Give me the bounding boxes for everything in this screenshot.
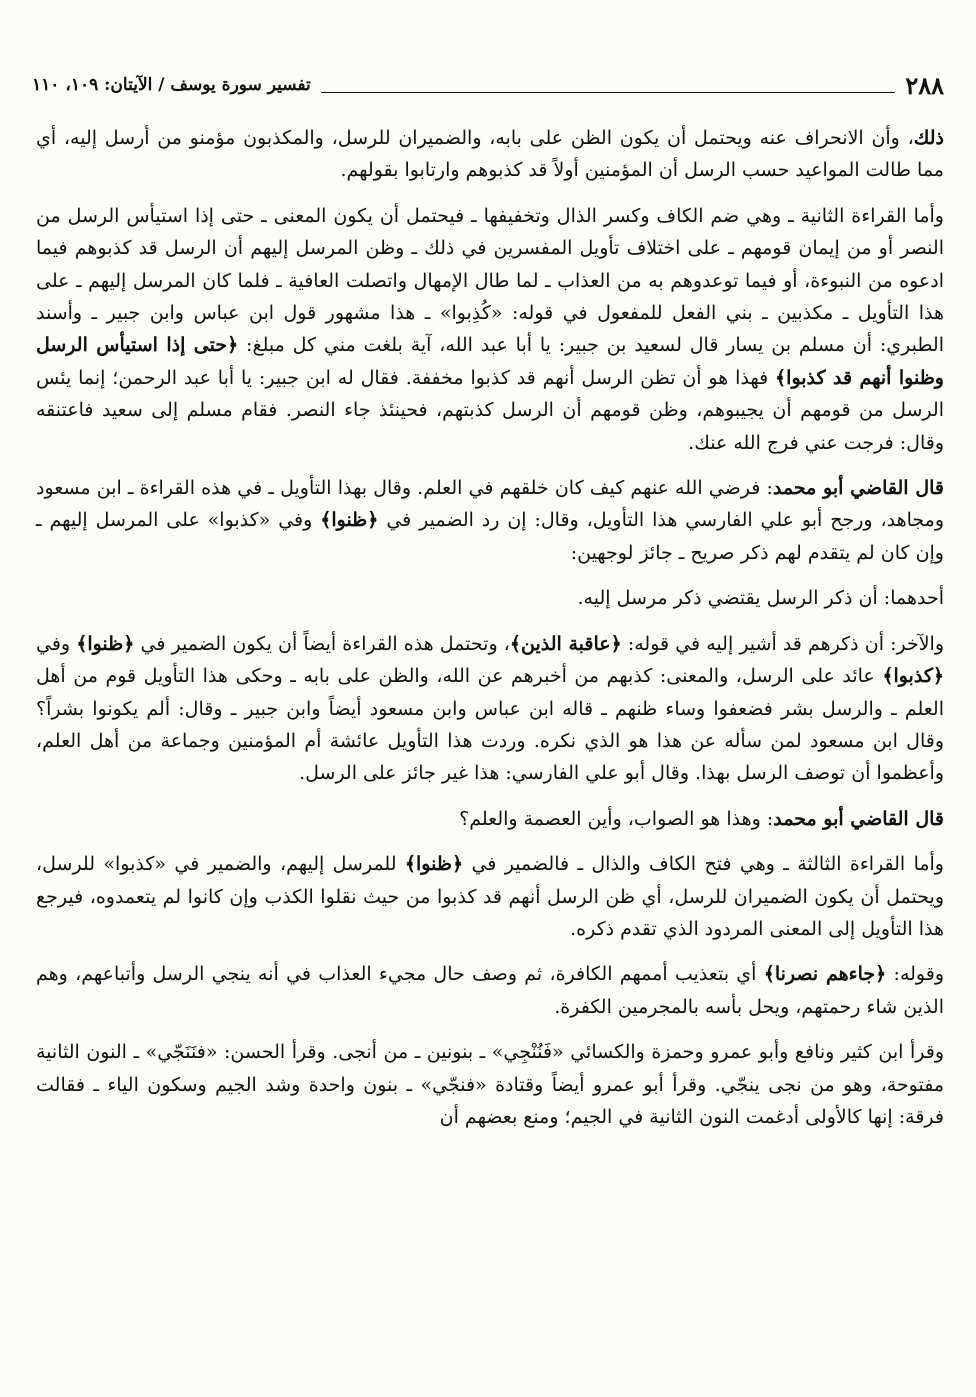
paragraph bbox=[36, 1036, 944, 1133]
running-title: تفسير سورة يوسف / الآيتان: ١٠٩، ١١٠ bbox=[32, 75, 311, 95]
emphasized-text: ﴿ظنوا﴾ bbox=[320, 509, 379, 532]
text-run: والآخر: أن ذكرهم قد أشير إليه في قوله: bbox=[621, 632, 944, 655]
text-run: وقرأ ابن كثير ونافع وأبو عمرو وحمزة والكسائي «فَنُنْجِي» ـ بنونين ـ من أنجى. وقرأ الحسن: «فنَنَجّي» ـ النون الثانية مفتوحة، وهو من نجى ينجّي. وقرأ أبو عمرو أيضاً وقتادة «فنجّي» ـ بنون واحدة وشد الجيم وسكون الياء ـ فقالت فرقة: إنها كالأولى أدغمت النون الثانية في الجيم؛ ومنع بعضهم أن bbox=[36, 1041, 944, 1128]
paragraph bbox=[36, 628, 944, 790]
text-run: وفي «كذبوا» على المرسل إليهم ـ وإن كان لم يتقدم لهم ذكر صريح ـ جائز لوجهين: bbox=[36, 509, 944, 564]
paragraph bbox=[36, 472, 944, 569]
text-run: ، وأن الانحراف عنه ويحتمل أن يكون الظن على بابه، والضميران للرسل، والمكذبون مؤمنو من أرسل إليه، أي مما طالت المواعيد حسب الرسل أن المؤمنين أولاً قد كذبوهم وارتابوا بقولهم. bbox=[36, 127, 944, 182]
page-body bbox=[36, 122, 944, 1133]
text-run: وأما القراءة الثالثة ـ وهي فتح الكاف والذال ـ فالضمير في bbox=[463, 853, 944, 876]
emphasized-text: ﴿عاقبة الذين﴾ bbox=[509, 632, 622, 655]
paragraph bbox=[36, 958, 944, 1023]
paragraph bbox=[36, 803, 944, 835]
page-number: ٢٨٨ bbox=[905, 70, 944, 100]
text-run: أحدهما: أن ذكر الرسل يقتضي ذكر مرسل إليه. bbox=[577, 587, 944, 610]
text-run: وأما القراءة الثانية ـ وهي ضم الكاف وكسر الذال وتخفيفها ـ فيحتمل أن يكون المعنى ـ حتى إذا استيأس الرسل من النصر أو من إيمان قومهم ـ على اختلاف تأويل المفسرين في ذلك ـ وظن المرسل إليهم أن الرسل قد كذبوهم فيما ادعوه من النبوءة، أو فيما توعدوهم به من العذاب ـ لما طال الإمهال واتصلت العافية ـ فلما كان المرسل إليهم ـ على هذا التأويل ـ مكذبين ـ بني الفعل للمفعول في قوله: «كُذِبوا» ـ هذا مشهور قول ابن عباس وابن جبير ـ وأسند الطبري: أن مسلم بن يسار قال لسعيد بن جبير: يا أبا عبد الله، آية بلغت مني كل مبلغ: bbox=[36, 204, 944, 357]
text-run: فهذا هو أن تظن الرسل أنهم قد كذبوا مخففة. فقال له ابن جبير: يا أبا عبد الرحمن؛ إنما يئس الرسل من قومهم أن يجيبوهم، وظن قومهم أن الرسل كذبتهم، فحينئذ جاء النصر. فقام مسلم إلى سعيد فاعتنقه وقال: فرجت عني فرج الله عنك. bbox=[36, 366, 944, 454]
emphasized-text: قال القاضي أبو محمد bbox=[773, 807, 944, 830]
emphasized-text: ﴿كذبوا﴾ bbox=[882, 665, 944, 688]
text-run: أي بتعذيب أممهم الكافرة، ثم وصف حال مجيء العذاب في أنه ينجي الرسل وأتباعهم، وهم الذين شاء رحمتهم، ويحل بأسه بالمجرمين الكفرة. bbox=[36, 963, 944, 1018]
emphasized-text: ذلك bbox=[913, 127, 944, 149]
emphasized-text: ﴿ظنوا﴾ bbox=[76, 632, 135, 655]
paragraph bbox=[36, 582, 944, 614]
emphasized-text: ﴿جاءهم نصرنا﴾ bbox=[763, 963, 887, 986]
page-header bbox=[32, 68, 944, 102]
emphasized-text: ﴿ظنوا﴾ bbox=[404, 853, 464, 876]
text-run: : فرضي الله عنهم كيف كان خلقهم في العلم. وقال بهذا التأويل ـ في هذه القراءة ـ ابن مسعود ومجاهد، ورجح أبو علي الفارسي هذا التأويل، وقال: إن رد الضمير في bbox=[36, 477, 944, 532]
emphasized-text: قال القاضي أبو محمد bbox=[772, 477, 944, 500]
emphasized-text: ﴿حتى إذا استيأس الرسل وظنوا أنهم قد كذبوا﴾ bbox=[36, 334, 944, 389]
text-run: : وهذا هو الصواب، وأين العصمة والعلم؟ bbox=[459, 807, 774, 830]
text-run: ، وتحتمل هذه القراءة أيضاً أن يكون الضمير في bbox=[134, 632, 510, 655]
paragraph bbox=[36, 200, 944, 459]
text-run: للمرسل إليهم، والضمير في «كذبوا» للرسل، ويحتمل أن يكون الضميران للرسل، أي ظن الرسل أنهم قد كذبوا من حيث نقلوا الكذب وإن كانوا لم يتعمدوه، فيرجع هذا التأويل إلى المعنى المردود الذي تقدم ذكره. bbox=[36, 853, 944, 940]
paragraph bbox=[36, 122, 944, 187]
text-run: وفي bbox=[36, 632, 77, 655]
text-run: وقوله: bbox=[886, 963, 944, 986]
header-rule bbox=[321, 92, 896, 93]
text-run: عائد على الرسل، والمعنى: كذبهم من أخبرهم عن الله، والظن على بابه ـ وحكى هذا التأويل قوم من أهل العلم ـ والرسل بشر فضعفوا وساء ظنهم ـ قاله ابن عباس وابن مسعود أيضاً وابن جبير ـ وقال: ألم يكونوا بشراً؟ وقال ابن مسعود لمن سأله عن هذا هو الذي نكره. وردت هذا التأويل عائشة أم المؤمنين وجماعة من أهل العلم، وأعظموا أن توصف الرسل بهذا. وقال أبو علي الفارسي: هذا غير جائز على الرسل. bbox=[36, 665, 945, 785]
paragraph bbox=[36, 848, 944, 945]
